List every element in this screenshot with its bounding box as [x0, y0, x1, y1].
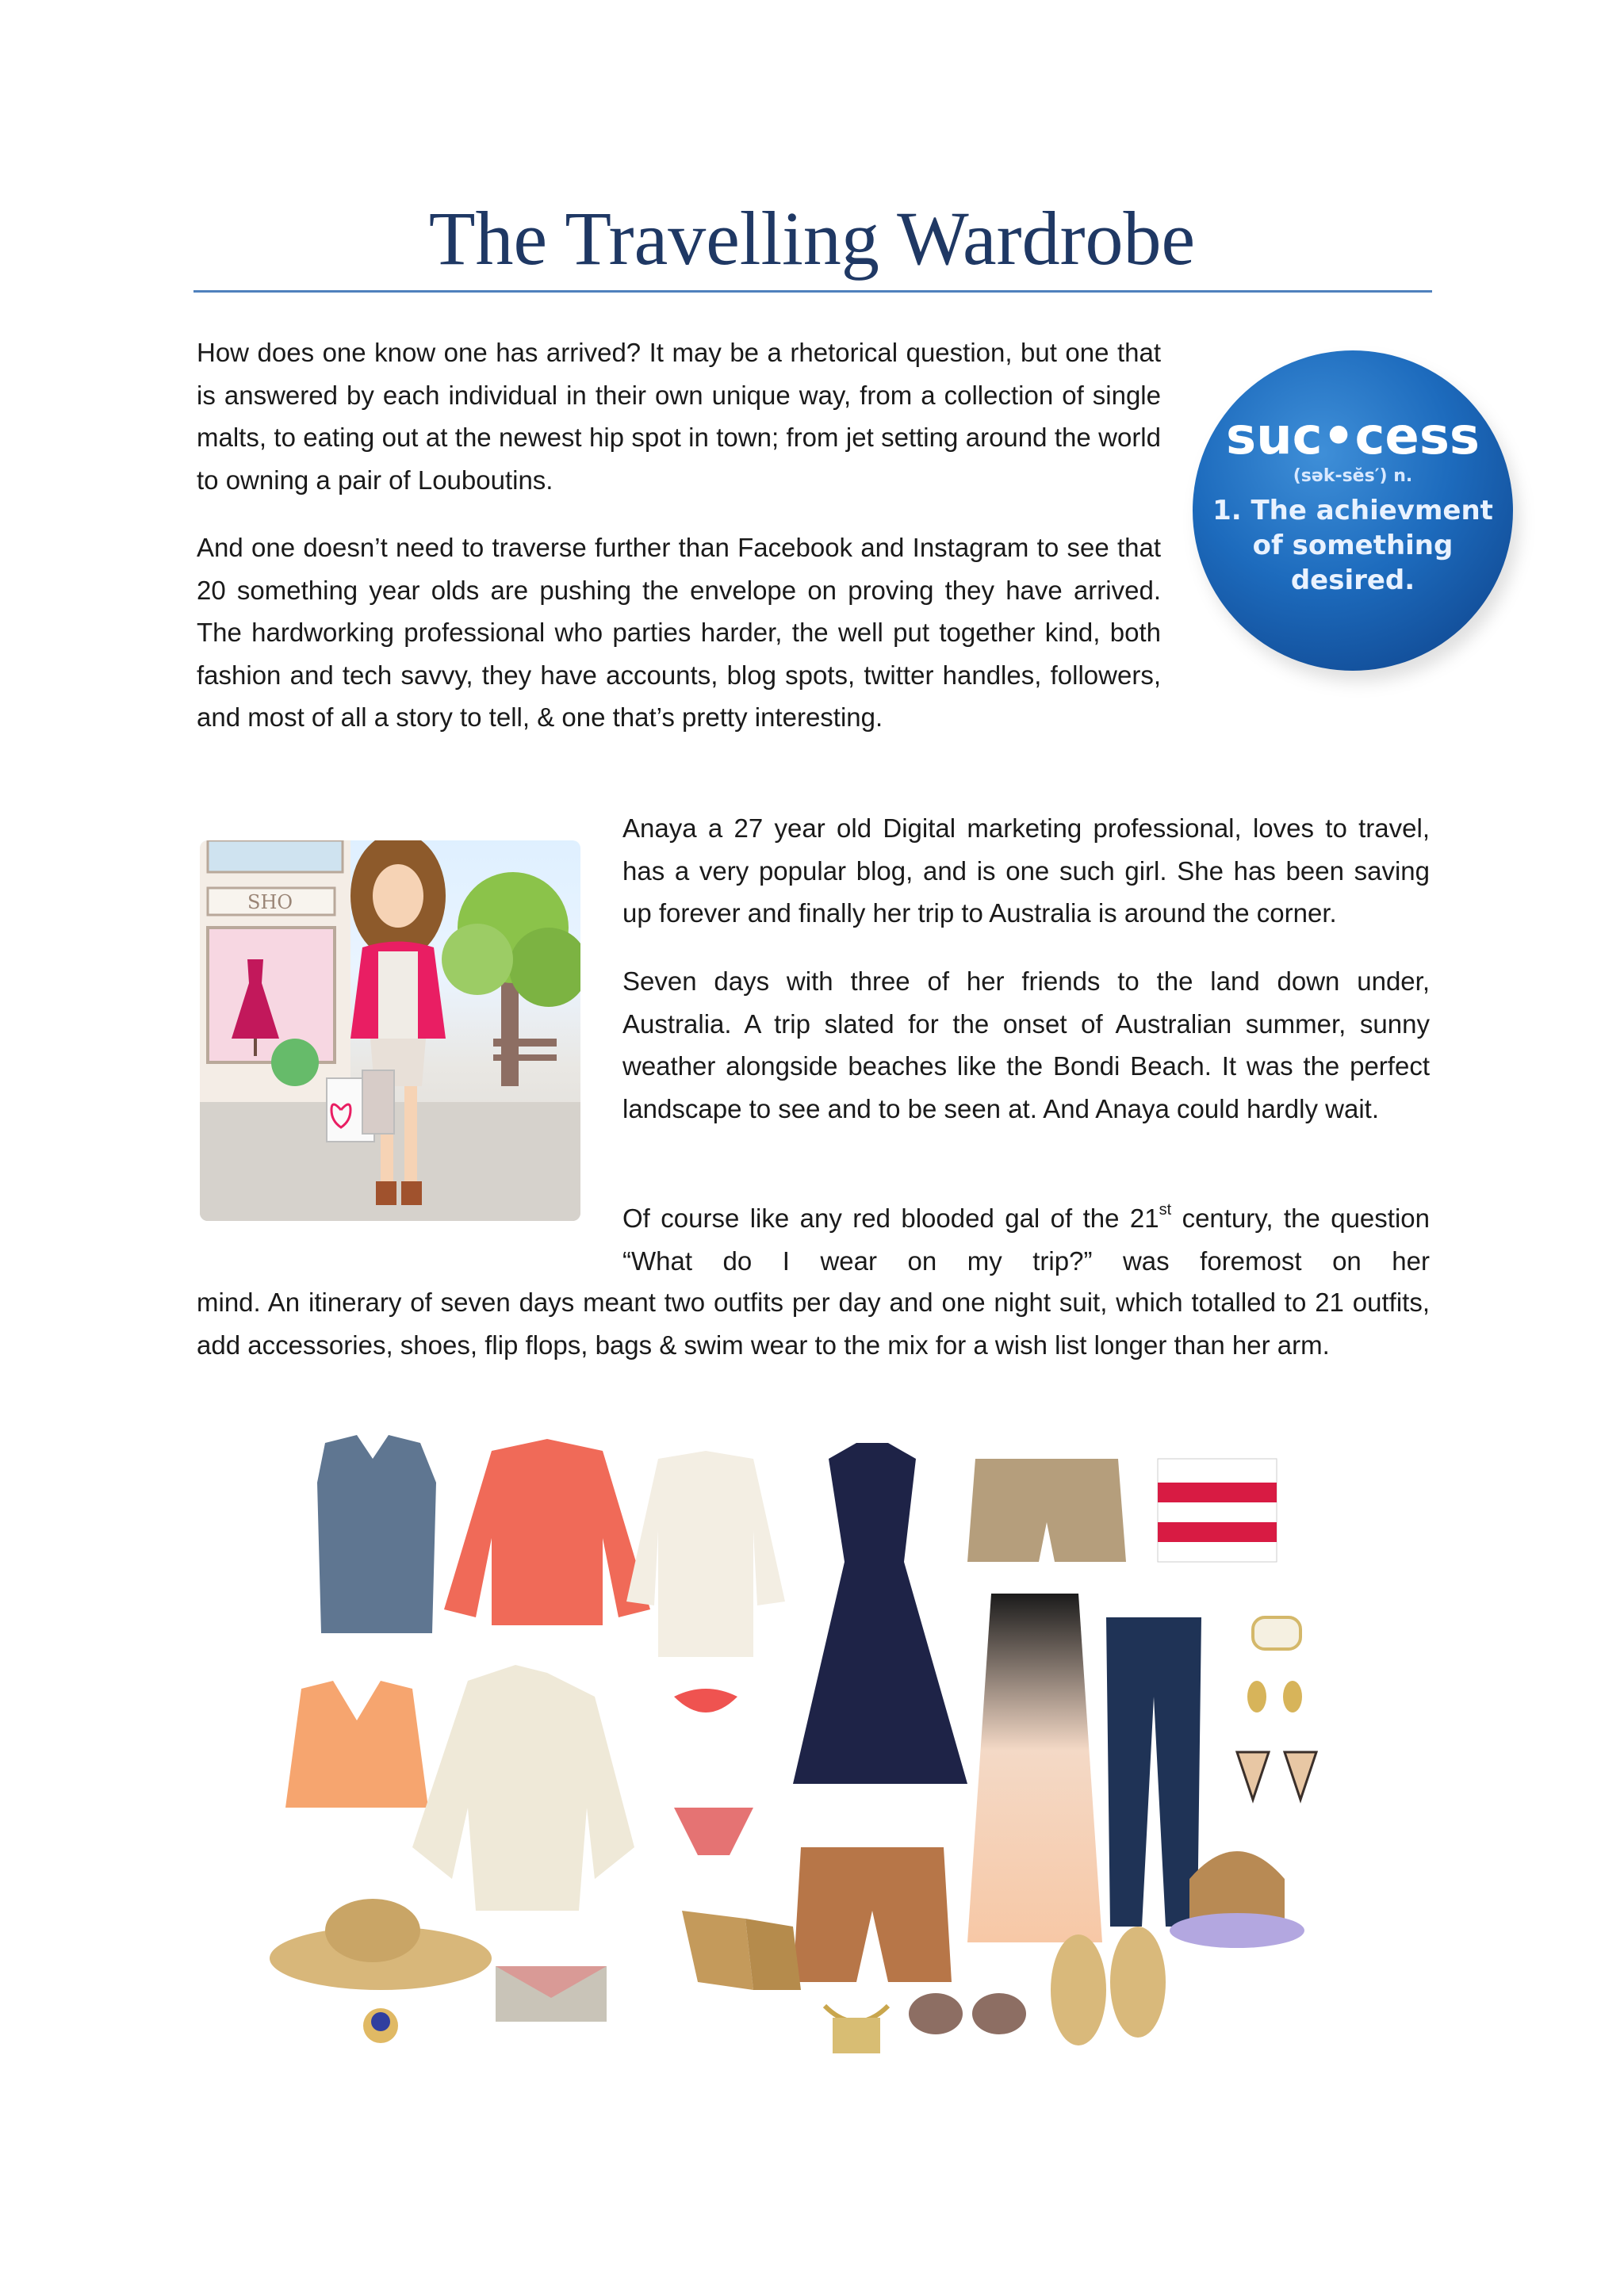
fashion-girl-illustration: [200, 840, 580, 1221]
outfit-collage-image: [254, 1435, 1364, 2093]
paragraph-text: century, the question “What do I wear on my trip?” was foremost on her: [622, 1203, 1430, 1276]
paragraph-anaya-intro: Anaya a 27 year old Digital marketing professional, loves to travel, has a very popular blog, and is one such girl. She has been saving up forever and finally her trip to Australia is around the corner.: [622, 813, 1430, 928]
title-underline: [193, 290, 1432, 293]
paragraph-trip-details: Seven days with three of her friends to the land down under, Australia. A trip slated for the onset of Australian summer, sunny weather alongside beaches like the Bondi Beach. It was the perfect landscape to see and to be seen at. And Anaya could hardly wait.: [622, 966, 1430, 1123]
superscript-st: st: [1159, 1201, 1172, 1219]
badge-definition: [1212, 493, 1493, 598]
badge-pronunciation: (sək-sĕs′) n.: [1293, 466, 1413, 486]
document-title: The Travelling Wardrobe: [428, 196, 1196, 281]
paragraph-what-to-wear-continued: mind. An itinerary of seven days meant two outfits per day and one night suit, which totalled to 21 outfits, add accessories, shoes, flip flops, bags & swim wear to the mix for a wish list longer than her arm.: [197, 1288, 1430, 1360]
paragraph-text: Of course like any red blooded gal of the 21: [622, 1203, 1159, 1233]
paragraph-intro: How does one know one has arrived? It may be a rhetorical question, but one that is answered by each individual in their own unique way, from a collection of single malts, to eating out at the newest hip spot in town; from jet setting around the world to owning a pair of Louboutins.: [197, 338, 1161, 495]
badge-word: suc•cess: [1225, 408, 1480, 466]
success-badge: [1193, 350, 1513, 671]
paragraph-social-media: And one doesn’t need to traverse further than Facebook and Instagram to see that 20 something year olds are pushing the envelope on proving they have arrived. The hardworking professional who parties harder, the well put together kind, both fashion and tech savvy, they have accounts, blog spots, twitter handles, followers, and most of all a story to tell, & one that’s pretty interesting.: [197, 533, 1161, 732]
paragraph-what-to-wear: [622, 1197, 1430, 1282]
shop-sign-text: SHO: [247, 891, 293, 913]
badge-definition-line: desired.: [1290, 564, 1415, 596]
collage-drawing: [254, 1435, 1364, 2093]
badge-definition-line: of something: [1252, 530, 1454, 561]
success-badge-image: [1182, 333, 1530, 698]
badge-definition-line: 1. The achievment: [1212, 495, 1493, 526]
illustration-drawing: [200, 840, 580, 1221]
